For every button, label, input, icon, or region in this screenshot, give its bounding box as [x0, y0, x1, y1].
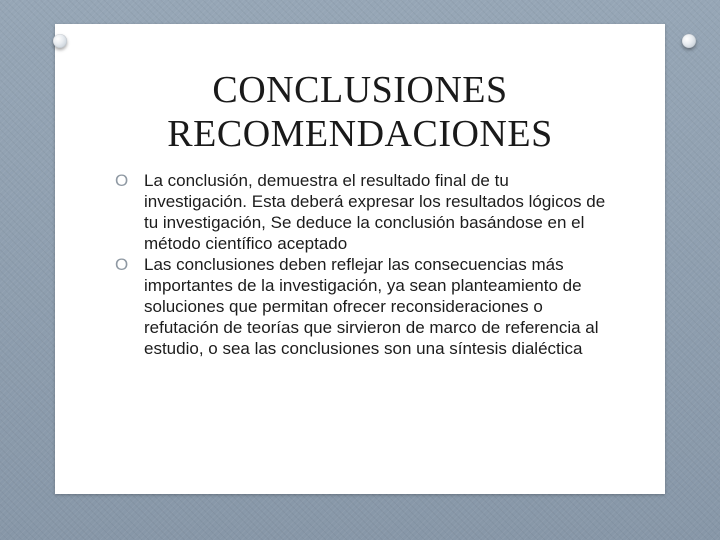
slide-title: [55, 68, 665, 156]
title-line-2: RECOMENDACIONES: [167, 113, 553, 155]
bullet-marker: O: [115, 171, 129, 190]
bullet-item-2: [115, 254, 615, 359]
bullet-item-1: [115, 170, 615, 254]
bullet-text-1: La conclusión, demuestra el resultado final de tu investigación. Esta deberá expresar los resultados lógicos de tu investigación, Se deduce la conclusión basándose en el método científico aceptado: [144, 171, 606, 253]
title-line-1: CONCLUSIONES: [212, 69, 508, 111]
pushpin-icon: [682, 34, 696, 48]
pushpin-icon: [53, 34, 67, 48]
bullet-list: [115, 170, 615, 359]
bullet-text-2: Las conclusiones deben reflejar las consecuencias más importantes de la investigación, ya sean planteamiento de soluciones que permitan ofrecer reconsideraciones o refutación de teorías que sirvieron de marco de referencia al estudio, o sea las conclusiones son una síntesis dialéctica: [144, 255, 599, 358]
bullet-marker: O: [115, 255, 129, 274]
